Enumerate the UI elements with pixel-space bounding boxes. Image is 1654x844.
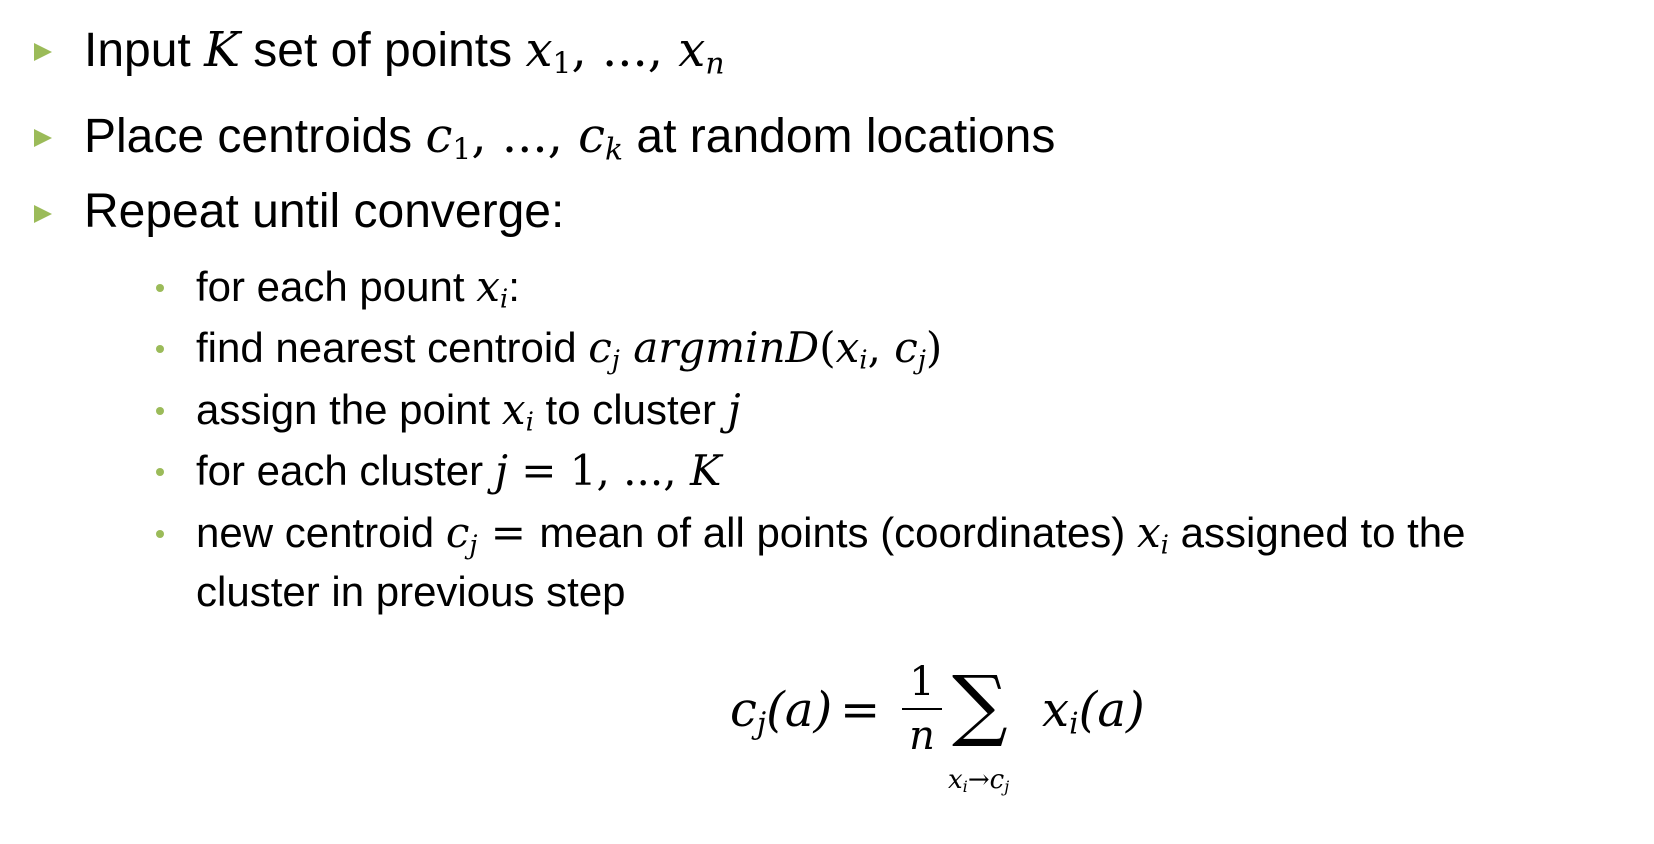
fraction-numerator: 1 [909, 659, 935, 705]
formula-equals: = [840, 682, 881, 738]
math-sub: i [1069, 706, 1079, 742]
math-var: c [989, 765, 1005, 795]
math-var: j [727, 385, 741, 434]
math-var: c [425, 108, 453, 164]
sub-bullet-new-centroid [196, 508, 1466, 561]
math-var: x [476, 262, 500, 311]
math-sub: i [1160, 530, 1169, 561]
math-sub: 1 [452, 132, 472, 168]
math-arg: (a) [1078, 682, 1145, 738]
formula-lhs [730, 682, 833, 742]
math-var: argminD [619, 323, 820, 372]
bullet-text: for each cluster [196, 447, 495, 494]
bullet-text: Input [84, 24, 205, 77]
math-sub: i [859, 345, 868, 376]
math-sub: 1 [552, 46, 572, 82]
math-var: x [948, 765, 963, 795]
bullet-text: new centroid [196, 509, 446, 556]
bullet-text: : [508, 263, 520, 310]
sub-bullet-find-nearest [196, 323, 943, 376]
math-sep: , [867, 323, 895, 372]
sub-bullet-dot-icon [156, 530, 164, 538]
math-sub: i [499, 284, 509, 315]
bullet-place-centroids [84, 108, 1056, 168]
fraction-bar [902, 708, 942, 710]
math-var: K [204, 22, 240, 78]
math-var: x [678, 22, 706, 78]
right-arrow-icon: → [967, 765, 990, 795]
bullet-text: Place centroids [84, 110, 426, 163]
bullet-text: assigned to the [1168, 509, 1466, 556]
math-sub: j [611, 345, 620, 376]
math-sub: j [917, 345, 926, 376]
sub-bullet-new-centroid-line2 [196, 568, 626, 616]
math-eq: = [477, 508, 540, 557]
math-sep: , ..., [571, 22, 679, 78]
bullet-text: at random locations [623, 110, 1056, 163]
math-sub: i [525, 407, 534, 438]
bullet-text: assign the point [196, 386, 502, 433]
fraction-denominator: n [909, 713, 935, 759]
bullet-text: mean of all points (coordinates) [539, 509, 1137, 556]
math-arg: (a) [766, 682, 833, 738]
math-paren: ( [819, 323, 836, 372]
math-var: c [588, 323, 612, 372]
sub-bullet-assign [196, 385, 741, 438]
math-sub: j [469, 530, 478, 561]
sub-bullet-dot-icon [156, 284, 164, 292]
math-var: x [501, 385, 526, 434]
bullet-repeat [84, 184, 564, 239]
math-var: K [689, 446, 722, 495]
math-range: 1, ..., [569, 446, 690, 495]
math-var: j [494, 446, 508, 495]
bullet-arrow-icon [34, 205, 52, 223]
bullet-arrow-icon [34, 43, 52, 61]
sub-bullet-for-each-point [196, 262, 520, 315]
math-paren: ) [925, 323, 943, 372]
sub-bullet-dot-icon [156, 468, 164, 476]
math-sub: n [705, 46, 725, 82]
centroid-formula [730, 660, 1190, 800]
bullet-text: find nearest centroid [196, 324, 589, 371]
bullet-text: set of points [239, 24, 526, 77]
formula-fraction [902, 660, 942, 758]
bullet-arrow-icon [34, 129, 52, 147]
math-var: c [894, 323, 918, 372]
bullet-input [84, 22, 725, 82]
sigma-icon: ∑ [952, 660, 1008, 750]
sub-bullet-dot-icon [156, 407, 164, 415]
sum-index [948, 764, 1009, 795]
math-var: x [525, 22, 553, 78]
bullet-text: to cluster [533, 386, 728, 433]
bullet-text: for each pount [196, 263, 477, 310]
formula-rhs [1042, 682, 1145, 742]
math-eq: = [507, 446, 570, 495]
math-sub: i [962, 777, 968, 797]
math-var: c [445, 508, 470, 557]
math-var: c [730, 682, 757, 738]
math-sub: j [1004, 777, 1010, 797]
sub-bullet-for-each-cluster [196, 446, 721, 495]
math-var: c [578, 108, 606, 164]
sub-bullet-dot-icon [156, 345, 164, 353]
math-var: x [1136, 508, 1161, 557]
math-sep: , ..., [471, 108, 579, 164]
math-var: x [1042, 682, 1070, 738]
math-var: x [835, 323, 860, 372]
bullet-text: Repeat until converge: [84, 185, 565, 238]
math-sub: j [756, 706, 767, 742]
bullet-text: cluster in previous step [196, 568, 626, 615]
math-sub: k [605, 132, 624, 168]
